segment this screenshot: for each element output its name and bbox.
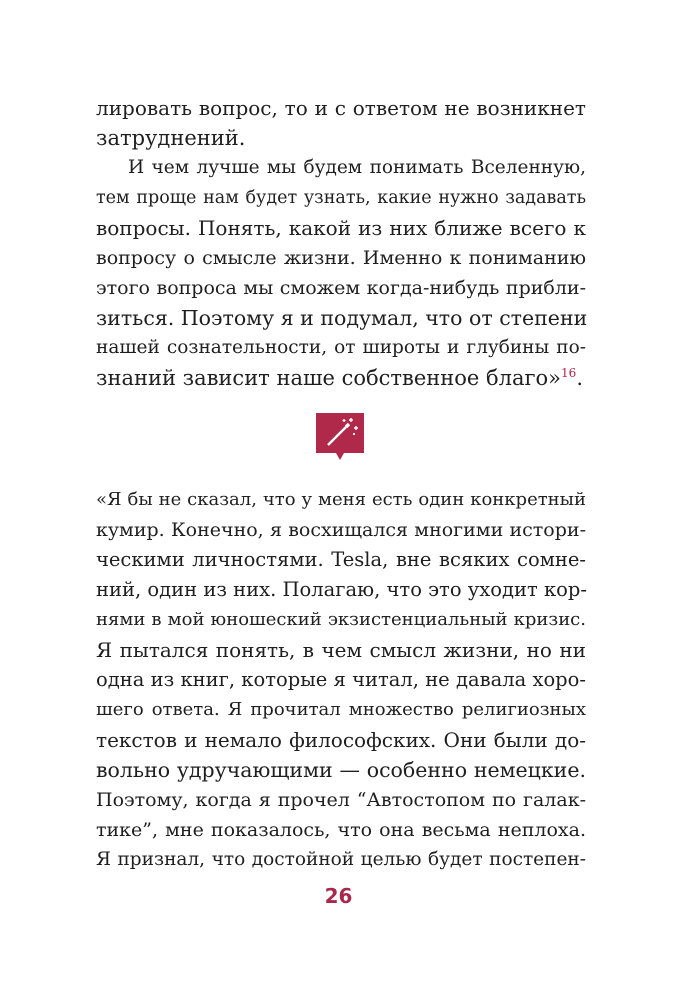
text-line: лировать вопрос, то и с ответом не возникнет bbox=[96, 96, 586, 120]
text-line: ний, один из них. Полагаю, что это уходит кор- bbox=[96, 578, 587, 601]
text-line: кумир. Конечно, я восхищался многими истори- bbox=[96, 519, 586, 541]
text-line: нями в мой юношеский экзистенциальный кризис. bbox=[96, 609, 586, 630]
text-line: Поэтому, когда я прочел “Автостопом по галак- bbox=[96, 789, 586, 811]
text-line: текстов и немало философских. Они были до- bbox=[96, 728, 586, 752]
page-number: 26 bbox=[324, 884, 353, 908]
text-line: вопросы. Понять, какой из них ближе всего к bbox=[96, 216, 586, 240]
text-line: ческими личностями. Tesla, вне всяких сомне- bbox=[96, 548, 586, 571]
text-line: Я пытался понять, в чем смысл жизни, но ни bbox=[96, 638, 586, 662]
text-line: этого вопроса мы сможем когда-нибудь прибли- bbox=[96, 277, 586, 299]
text-line: тике”, мне показалось, что она весьма неплоха. bbox=[96, 819, 586, 841]
text-line: зиться. Поэтому я и подумал, что от степени bbox=[96, 306, 588, 330]
text-line-last bbox=[96, 363, 586, 393]
text-line: Я признал, что достойной целью будет постепен- bbox=[96, 849, 586, 870]
text-line: нашей сознательности, от широты и глубины по- bbox=[96, 337, 586, 358]
text-line: вольно удручающими — особенно немецкие. bbox=[96, 758, 586, 782]
text-line: вопросу о смысле жизни. Именно к пониманию bbox=[96, 247, 586, 269]
text-line: одна из книг, которые я читал, не давала хоро- bbox=[96, 668, 586, 691]
text-line: тем проще нам будет узнать, какие нужно задавать bbox=[96, 188, 586, 208]
text-line: «Я бы не сказал, что у меня есть один конкретный bbox=[96, 489, 586, 510]
magic-wand-icon bbox=[316, 413, 364, 461]
text-line: шего ответа. Я прочитал множество религиозных bbox=[96, 699, 586, 720]
text-line: затруднений. bbox=[96, 126, 246, 150]
end-punctuation: . bbox=[576, 366, 584, 390]
footnote-marker[interactable]: 16 bbox=[561, 366, 577, 380]
text-line: знаний зависит наше собственное благо» bbox=[96, 366, 562, 390]
text-line: И чем лучше мы будем понимать Вселенную, bbox=[128, 157, 586, 178]
